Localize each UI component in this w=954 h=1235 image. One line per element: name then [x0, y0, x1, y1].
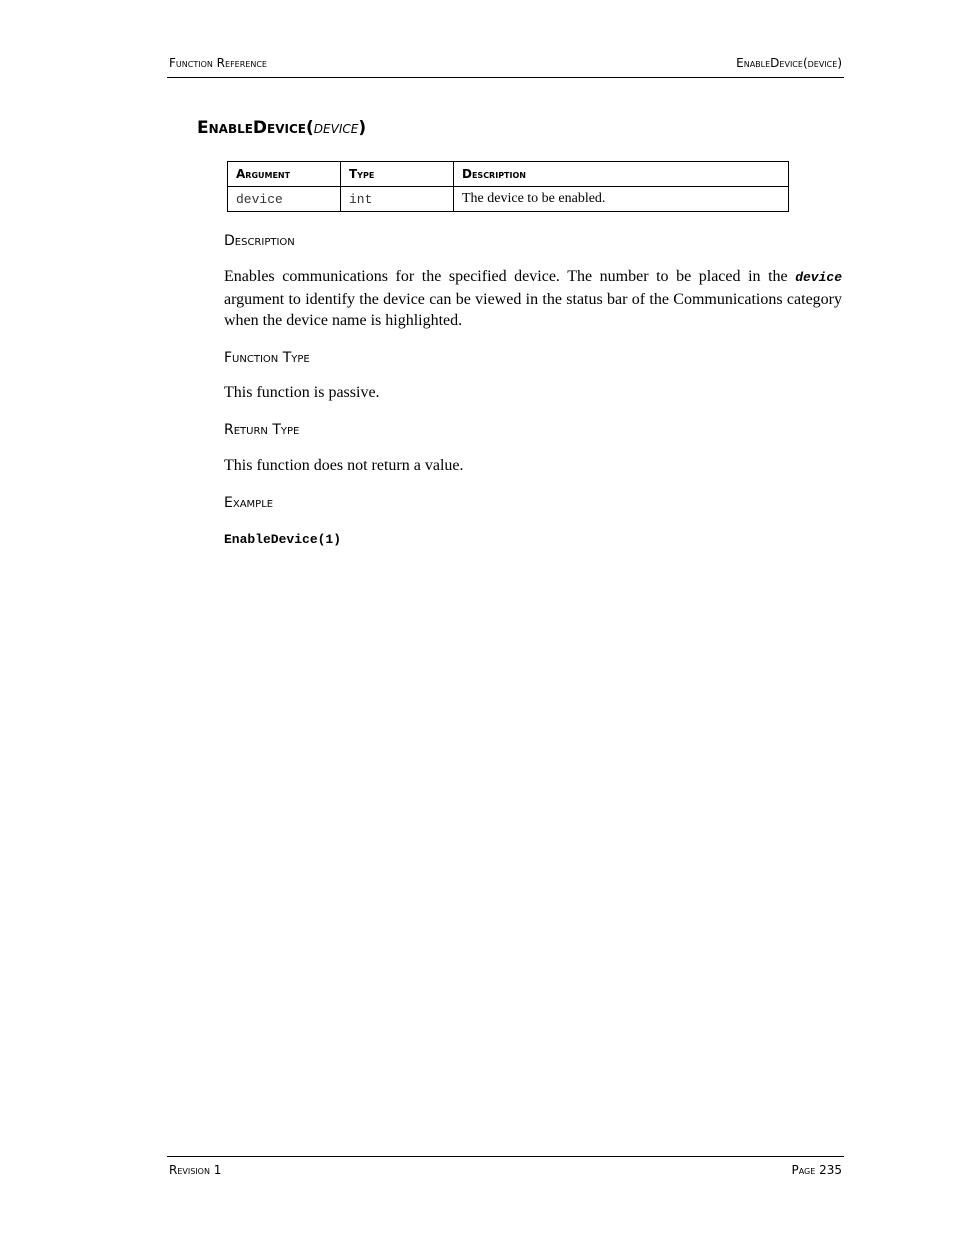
- description-text-before: Enables communications for the specified device. The number to be placed in the: [224, 268, 796, 285]
- function-title-name: EnableDevice(: [197, 118, 314, 138]
- return-type-text: This function does not return a value.: [224, 457, 464, 474]
- example-heading: Example: [224, 495, 274, 511]
- example-code: EnableDevice(1): [224, 532, 342, 547]
- return-type-heading: Return Type: [224, 422, 300, 438]
- description-text-after: argument to identify the device can be viewed in the status bar of the Communications category when the device name is highlighted.: [224, 290, 842, 329]
- function-type-text: This function is passive.: [224, 384, 380, 401]
- cell-type: int: [341, 187, 454, 212]
- cell-description: The device to be enabled.: [454, 187, 789, 212]
- header-function-name: EnableDevice(device): [736, 56, 842, 70]
- function-title-arg: device: [313, 118, 359, 138]
- arguments-table: [227, 161, 789, 212]
- description-heading: Description: [224, 233, 295, 249]
- header-type: Type: [341, 162, 454, 187]
- footer-page-number: Page 235: [791, 1163, 842, 1177]
- table-row: [228, 187, 789, 212]
- page-header: [167, 55, 844, 78]
- header-argument: Argument: [228, 162, 341, 187]
- header-description: Description: [454, 162, 789, 187]
- function-title: [197, 118, 366, 138]
- cell-argument: device: [228, 187, 341, 212]
- header-section-title: Function Reference: [169, 56, 267, 70]
- function-type-heading: Function Type: [224, 350, 310, 366]
- description-text: [224, 266, 842, 332]
- table-header-row: [228, 162, 789, 187]
- page-footer: [167, 1156, 844, 1179]
- description-code: device: [795, 270, 842, 285]
- function-title-close: ): [358, 118, 367, 138]
- footer-revision: Revision 1: [169, 1163, 222, 1177]
